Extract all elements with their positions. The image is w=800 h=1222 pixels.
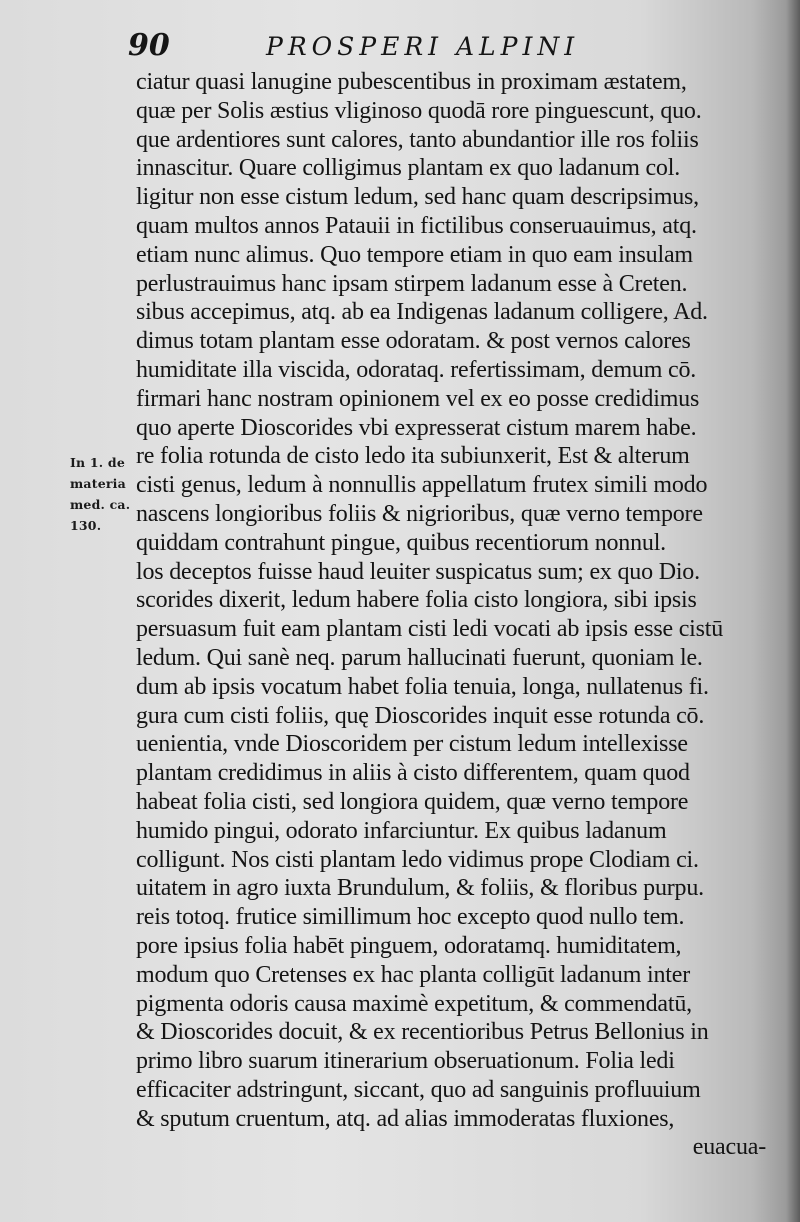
marginal-note-line: In 1. de xyxy=(70,455,125,470)
text-line: re folia rotunda de cisto ledo ita subiunxerit, Est & alterum xyxy=(136,443,690,470)
marginal-note xyxy=(70,452,140,536)
text-line: & sputum cruentum, atq. ad alias immoderatas fluxiones, xyxy=(136,1105,675,1132)
text-line: dimus totam plantam esse odoratam. & post vernos calores xyxy=(136,328,691,355)
text-line: habeat folia cisti, sed longiora quidem, quæ verno tempore xyxy=(136,788,689,815)
text-line: colligunt. Nos cisti plantam ledo vidimus prope Clodiam ci. xyxy=(136,846,699,873)
text-line: persuasum fuit eam plantam cisti ledi vocati ab ipsis esse cistū xyxy=(136,616,724,643)
text-line: humiditate illa viscida, odorataq. refertissimam, demum cō. xyxy=(136,356,697,383)
text-line: etiam nunc alimus. Quo tempore etiam in quo eam insulam xyxy=(136,241,693,268)
text-line: uenientia, vnde Dioscoridem per cistum ledum intellexisse xyxy=(136,731,688,758)
marginal-note-line: 130. xyxy=(70,518,102,533)
text-line: innascitur. Quare colligimus plantam ex quo ladanum col. xyxy=(136,155,680,182)
marginal-note-line: materia xyxy=(70,476,126,491)
text-line: que ardentiores sunt calores, tanto abundantior ille ros foliis xyxy=(136,126,699,153)
text-line: cisti genus, ledum à nonnullis appellatum frutex simili modo xyxy=(136,472,708,499)
text-line: dum ab ipsis vocatum habet folia tenuia, longa, nullatenus fi. xyxy=(136,673,709,700)
text-line: quam multos annos Patauii in fictilibus conseruauimus, atq. xyxy=(136,212,697,239)
text-line: & Dioscorides docuit, & ex recentioribus Petrus Bellonius in xyxy=(136,1019,709,1046)
text-line: uitatem in agro iuxta Brundulum, & foliis, & floribus purpu. xyxy=(136,875,704,902)
text-line: ligitur non esse cistum ledum, sed hanc quam descripsimus, xyxy=(136,184,699,211)
page-number: 90 xyxy=(128,28,170,63)
text-line: scorides dixerit, ledum habere folia cisto longiora, sibi ipsis xyxy=(136,587,697,614)
text-line: ciatur quasi lanugine pubescentibus in proximam æstatem, xyxy=(136,69,687,95)
text-line: perlustrauimus hanc ipsam stirpem ladanum esse à Creten. xyxy=(136,270,688,297)
text-line: quo aperte Dioscorides vbi expresserat cistum marem habe. xyxy=(136,414,697,441)
text-line: quiddam contrahunt pingue, quibus recentiorum nonnul. xyxy=(136,529,666,556)
running-title: PROSPERI ALPINI xyxy=(266,32,580,61)
marginal-note-line: med. ca. xyxy=(70,497,131,512)
text-line: efficaciter adstringunt, siccant, quo ad sanguinis profluuium xyxy=(136,1076,701,1103)
page-header xyxy=(128,26,708,70)
text-line: modum quo Cretenses ex hac planta colligūt ladanum inter xyxy=(136,961,690,988)
page-gutter-edge xyxy=(786,0,800,1222)
text-line: ledum. Qui sanè neq. parum hallucinati fuerunt, quoniam le. xyxy=(136,644,703,671)
catchword: euacua- xyxy=(692,1134,766,1161)
text-line: nascens longioribus foliis & nigrioribus, quæ verno tempore xyxy=(136,500,703,527)
text-line: los deceptos fuisse haud leuiter suspicatus sum; ex quo Dio. xyxy=(136,558,700,585)
body-text xyxy=(136,68,786,1162)
text-line: humido pingui, odorato infarciuntur. Ex quibus ladanum xyxy=(136,817,667,844)
text-line: pigmenta odoris causa maximè expetitum, & commendatū, xyxy=(136,990,692,1017)
text-line: sibus accepimus, atq. ab ea Indigenas ladanum colligere, Ad. xyxy=(136,299,708,326)
text-line: pore ipsius folia habēt pinguem, odoratamq. humiditatem, xyxy=(136,932,682,959)
text-line: firmari hanc nostram opinionem vel ex eo posse credidimus xyxy=(136,385,700,412)
text-line: gura cum cisti foliis, quę Dioscorides inquit esse rotunda cō. xyxy=(136,702,705,729)
text-line: plantam credidimus in aliis à cisto differentem, quam quod xyxy=(136,760,690,787)
text-line: reis totoq. frutice simillimum hoc excepto quod nullo tem. xyxy=(136,904,685,931)
text-line: primo libro suarum itinerarium obseruationum. Folia ledi xyxy=(136,1048,675,1075)
text-line: quæ per Solis æstius vliginoso quodā rore pinguescunt, quo. xyxy=(136,97,702,124)
